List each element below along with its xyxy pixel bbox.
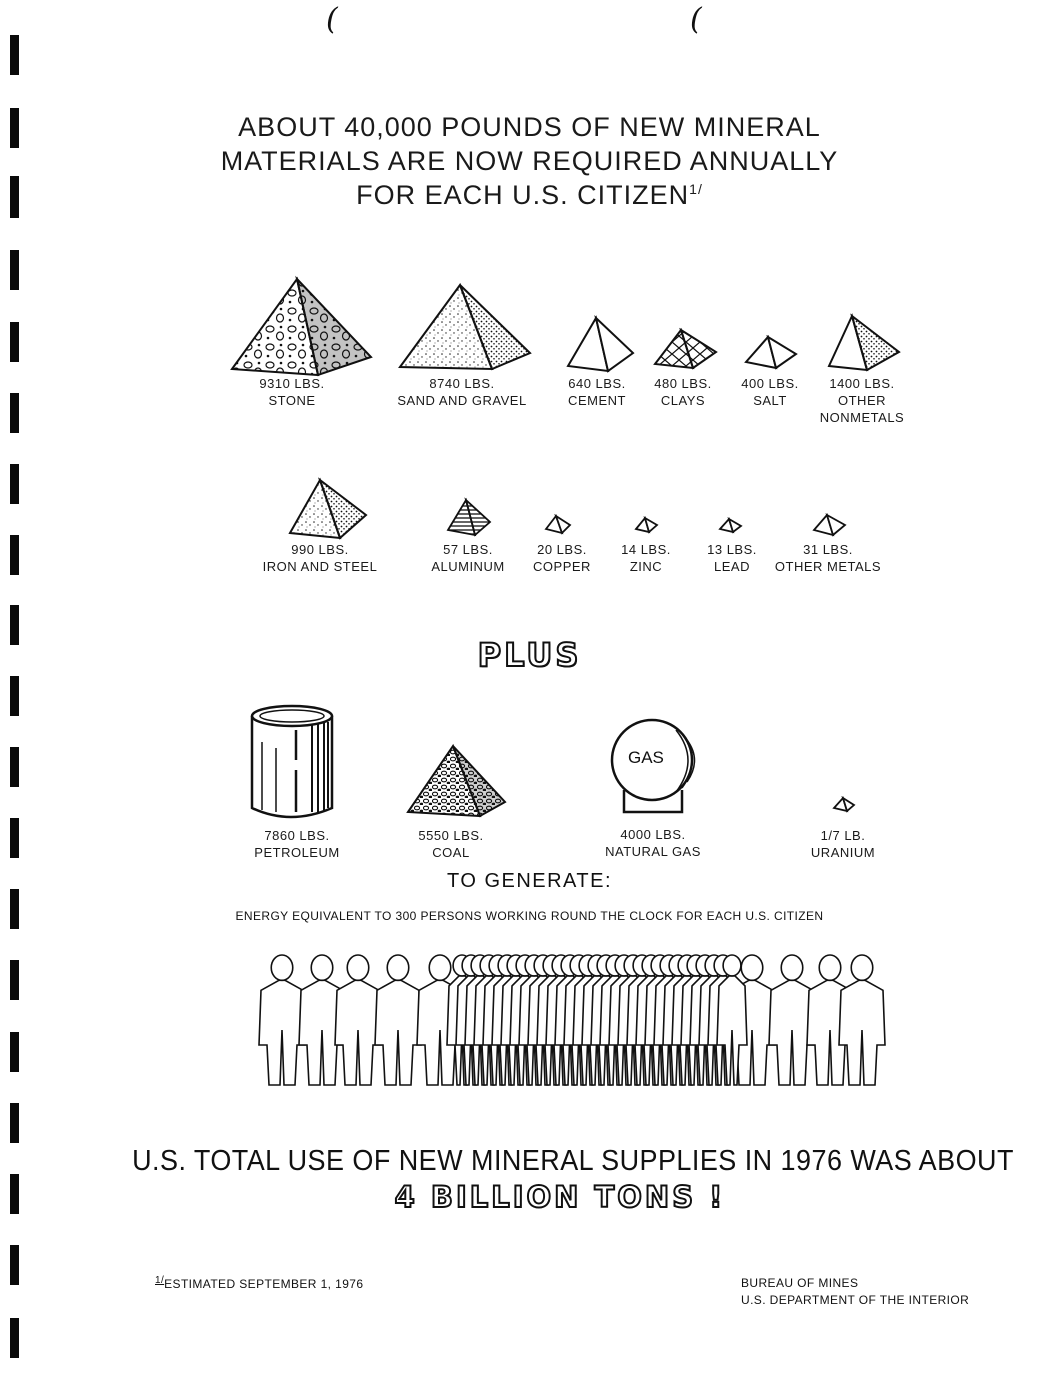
uranium-pyramid-icon bbox=[834, 798, 854, 811]
mineral-label-sand-gravel bbox=[397, 375, 526, 409]
mineral-label-copper bbox=[533, 541, 591, 575]
total-statement: U.S. TOTAL USE OF NEW MINERAL SUPPLIES IN 1976 WAS ABOUT bbox=[132, 1145, 1014, 1177]
name: CEMENT bbox=[568, 393, 626, 408]
total-amount: 4 BILLION TONS ! bbox=[394, 1180, 726, 1214]
amount: 1400 LBS. bbox=[829, 376, 895, 391]
worker-figure bbox=[375, 980, 421, 1085]
name: OTHER METALS bbox=[774, 559, 882, 574]
worker-figure bbox=[259, 980, 305, 1085]
title-line-1: ABOUT 40,000 POUNDS OF NEW MINERAL bbox=[238, 112, 821, 142]
footnote-text: ESTIMATED SEPTEMBER 1, 1976 bbox=[164, 1277, 364, 1291]
amount: 8740 LBS. bbox=[429, 376, 495, 391]
energy-label-coal bbox=[418, 827, 483, 861]
footnote bbox=[155, 1272, 363, 1293]
name: OTHER bbox=[838, 393, 886, 408]
mineral-label-stone bbox=[259, 375, 324, 409]
mineral-label-iron-steel bbox=[263, 541, 378, 575]
source-line-1: BUREAU OF MINES bbox=[741, 1276, 859, 1290]
amount: 57 LBS. bbox=[443, 542, 493, 557]
mineral-label-other-metals bbox=[775, 541, 881, 575]
source-attribution bbox=[741, 1275, 969, 1309]
worker-head bbox=[851, 955, 873, 980]
copper-pyramid-icon bbox=[546, 516, 570, 533]
worker-figure bbox=[839, 980, 885, 1085]
aluminum-pyramid-icon bbox=[448, 500, 490, 535]
worker-head bbox=[429, 955, 451, 980]
amount: 9310 LBS. bbox=[259, 376, 325, 391]
worker-head bbox=[819, 955, 841, 980]
energy-label-uranium bbox=[811, 827, 875, 861]
punch-mark: ( bbox=[326, 2, 338, 37]
name: CLAYS bbox=[660, 393, 706, 408]
zinc-pyramid-icon bbox=[636, 518, 657, 532]
name: ZINC bbox=[629, 559, 663, 574]
name: COPPER bbox=[533, 559, 591, 574]
other-metals-pyramid-icon bbox=[814, 515, 845, 535]
name: IRON AND STEEL bbox=[262, 559, 378, 574]
petroleum-barrel-icon bbox=[252, 706, 332, 817]
amount: 4000 LBS. bbox=[620, 827, 686, 842]
mineral-label-aluminum bbox=[431, 541, 504, 575]
name: PETROLEUM bbox=[254, 845, 340, 860]
amount: 1/7 LB. bbox=[820, 828, 866, 843]
amount: 480 LBS. bbox=[654, 376, 712, 391]
amount: 7860 LBS. bbox=[264, 828, 330, 843]
name: COAL bbox=[432, 845, 470, 860]
worker-head bbox=[741, 955, 763, 980]
title-line-3-text: FOR EACH U.S. CITIZEN bbox=[356, 180, 690, 210]
worker-figure bbox=[335, 980, 381, 1085]
worker-head bbox=[723, 955, 741, 976]
plus-heading: PLUS bbox=[477, 636, 582, 674]
punch-mark: ( bbox=[690, 2, 702, 37]
stone-pyramid-icon bbox=[232, 279, 371, 375]
energy-statement: ENERGY EQUIVALENT TO 300 PERSONS WORKING ROUND THE CLOCK FOR EACH U.S. CITIZEN bbox=[235, 909, 824, 923]
mineral-label-zinc bbox=[621, 541, 671, 575]
amount: 20 LBS. bbox=[537, 542, 587, 557]
footnote-mark: 1/ bbox=[155, 1275, 165, 1286]
mineral-label-other-nonmetals bbox=[820, 375, 904, 426]
mineral-label-salt bbox=[741, 375, 799, 409]
sand-gravel-pyramid-icon bbox=[400, 285, 530, 369]
worker-head bbox=[271, 955, 293, 980]
name: STONE bbox=[268, 393, 316, 408]
mineral-label-lead bbox=[707, 541, 757, 575]
amount: 13 LBS. bbox=[707, 542, 757, 557]
footnote-marker: 1/ bbox=[689, 181, 703, 197]
name: URANIUM bbox=[810, 845, 876, 860]
energy-label-petroleum bbox=[254, 827, 339, 861]
energy-label-natural-gas bbox=[605, 826, 701, 860]
clays-pyramid-icon bbox=[655, 330, 716, 368]
worker-head bbox=[387, 955, 409, 980]
mineral-label-cement bbox=[568, 375, 626, 409]
name: ALUMINUM bbox=[431, 559, 505, 574]
amount: 400 LBS. bbox=[741, 376, 799, 391]
name-line-2: NONMETALS bbox=[819, 410, 905, 425]
name: SALT bbox=[753, 393, 787, 408]
salt-pyramid-icon bbox=[746, 337, 796, 368]
amount: 640 LBS. bbox=[568, 376, 626, 391]
worker-head bbox=[347, 955, 369, 980]
amount: 990 LBS. bbox=[291, 542, 349, 557]
name: NATURAL GAS bbox=[605, 844, 701, 859]
title-line-2: MATERIALS ARE NOW REQUIRED ANNUALLY bbox=[220, 146, 839, 176]
mineral-label-clays bbox=[654, 375, 712, 409]
iron-steel-pyramid-icon bbox=[290, 480, 366, 538]
amount: 5550 LBS. bbox=[418, 828, 484, 843]
amount: 31 LBS. bbox=[803, 542, 853, 557]
name: LEAD bbox=[714, 559, 750, 574]
workers-crowd-illustration bbox=[259, 955, 885, 1085]
lead-pyramid-icon bbox=[720, 519, 741, 532]
generate-heading: TO GENERATE: bbox=[446, 870, 613, 892]
source-line-2: U.S. DEPARTMENT OF THE INTERIOR bbox=[741, 1293, 970, 1307]
worker-head bbox=[311, 955, 333, 980]
worker-head bbox=[781, 955, 803, 980]
coal-pyramid-icon bbox=[408, 746, 505, 816]
gas-tank-label: GAS bbox=[628, 748, 664, 767]
other-nonmetals-pyramid-icon bbox=[829, 316, 899, 370]
name: SAND AND GRAVEL bbox=[397, 393, 527, 408]
cement-pyramid-icon bbox=[568, 318, 633, 371]
amount: 14 LBS. bbox=[621, 542, 671, 557]
